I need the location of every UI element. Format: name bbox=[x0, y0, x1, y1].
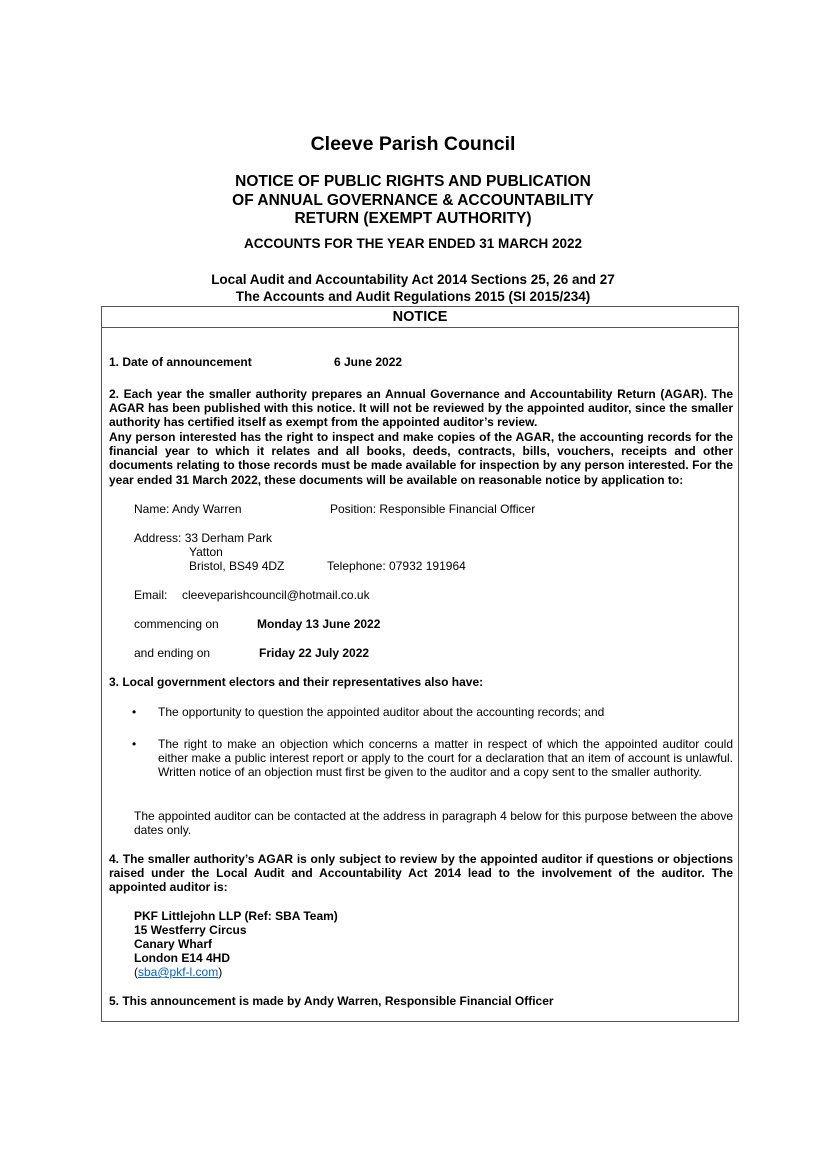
bullet-1-icon: • bbox=[132, 705, 137, 719]
paragraph-4: 4. The smaller authority’s AGAR is only subject to review by the appointed auditor if questions or objections raised under the Local Audit and Accountability Act 2014 lead to the involvement of the auditor. The appointed auditor is: bbox=[109, 852, 733, 895]
council-title: Cleeve Parish Council bbox=[310, 133, 516, 155]
legal-references bbox=[0, 272, 826, 305]
heading-line-1: NOTICE OF PUBLIC RIGHTS AND PUBLICATION bbox=[235, 173, 591, 190]
announcement-date-label: 1. Date of announcement bbox=[109, 355, 252, 369]
bullet-2-icon: • bbox=[132, 737, 137, 751]
paragraph-5: 5. This announcement is made by Andy Warren, Responsible Financial Officer bbox=[109, 994, 554, 1008]
contact-telephone: Telephone: 07932 191964 bbox=[327, 559, 466, 573]
paragraph-2-rights: Any person interested has the right to inspect and make copies of the AGAR, the accounting records for the financial year to which it relates and all books, deeds, contracts, bills, vouchers, receipts and other documents relating to those records must be made available for inspection by any person interested. For the year ended 31 March 2022, these documents will be available on reasonable notice by application to: bbox=[109, 430, 733, 487]
commencing-label: commencing on bbox=[134, 617, 219, 631]
bullet-1: The opportunity to question the appointed auditor about the accounting records; and bbox=[158, 705, 605, 719]
heading-line-3: RETURN (EXEMPT AUTHORITY) bbox=[294, 210, 532, 227]
auditor-email-line: (sba@pkf-l.com) bbox=[134, 965, 223, 979]
accounts-year-heading: ACCOUNTS FOR THE YEAR ENDED 31 MARCH 2022 bbox=[243, 236, 583, 251]
bullet-2: The right to make an objection which concerns a matter in respect of which the appointed auditor could either make a public interest report or apply to the court for a declaration that an item of account is unlawful. Written notice of an objection must first be given to the auditor and a copy sent to the smaller authority. bbox=[158, 737, 733, 780]
address-line-3: Bristol, BS49 4DZ bbox=[189, 559, 285, 573]
auditor-email-link[interactable]: sba@pkf-l.com bbox=[138, 965, 219, 979]
address-line-2: Yatton bbox=[189, 545, 223, 559]
auditor-line-1: PKF Littlejohn LLP (Ref: SBA Team) bbox=[134, 909, 338, 923]
heading-line-2: OF ANNUAL GOVERNANCE & ACCOUNTABILITY bbox=[232, 191, 594, 209]
address-line-1: Address: 33 Derham Park bbox=[134, 531, 273, 545]
notice-box bbox=[101, 306, 739, 1022]
paragraph-2: 2. Each year the smaller authority prepares an Annual Governance and Accountability Return (AGAR). The AGAR has been published with this notice. It will not be reviewed by the appointed auditor, since the smaller authority has certified itself as exempt from the appointed auditor’s review. bbox=[109, 387, 733, 430]
notice-header: NOTICE bbox=[102, 307, 738, 328]
commencing-date: Monday 13 June 2022 bbox=[257, 617, 381, 631]
announcement-date: 6 June 2022 bbox=[334, 355, 403, 369]
paragraph-3: 3. Local government electors and their representatives also have: bbox=[109, 675, 484, 689]
legal-line-2: The Accounts and Audit Regulations 2015 (SI 2015/234) bbox=[235, 288, 591, 304]
contact-name: Name: Andy Warren bbox=[134, 502, 242, 516]
ending-date: Friday 22 July 2022 bbox=[259, 646, 370, 660]
email-label: Email: bbox=[134, 588, 168, 602]
auditor-line-4: London E14 4HD bbox=[134, 951, 231, 965]
ending-label: and ending on bbox=[134, 646, 211, 660]
notice-heading bbox=[0, 173, 826, 229]
auditor-line-2: 15 Westferry Circus bbox=[134, 923, 247, 937]
auditor-contact-note: The appointed auditor can be contacted at the address in paragraph 4 below for this purpose between the above dates only. bbox=[134, 809, 733, 838]
legal-line-1: Local Audit and Accountability Act 2014 Sections 25, 26 and 27 bbox=[211, 272, 615, 287]
contact-email: cleeveparishcouncil@hotmail.co.uk bbox=[182, 588, 370, 602]
auditor-line-3: Canary Wharf bbox=[134, 937, 213, 951]
contact-position: Position: Responsible Financial Officer bbox=[330, 502, 536, 516]
